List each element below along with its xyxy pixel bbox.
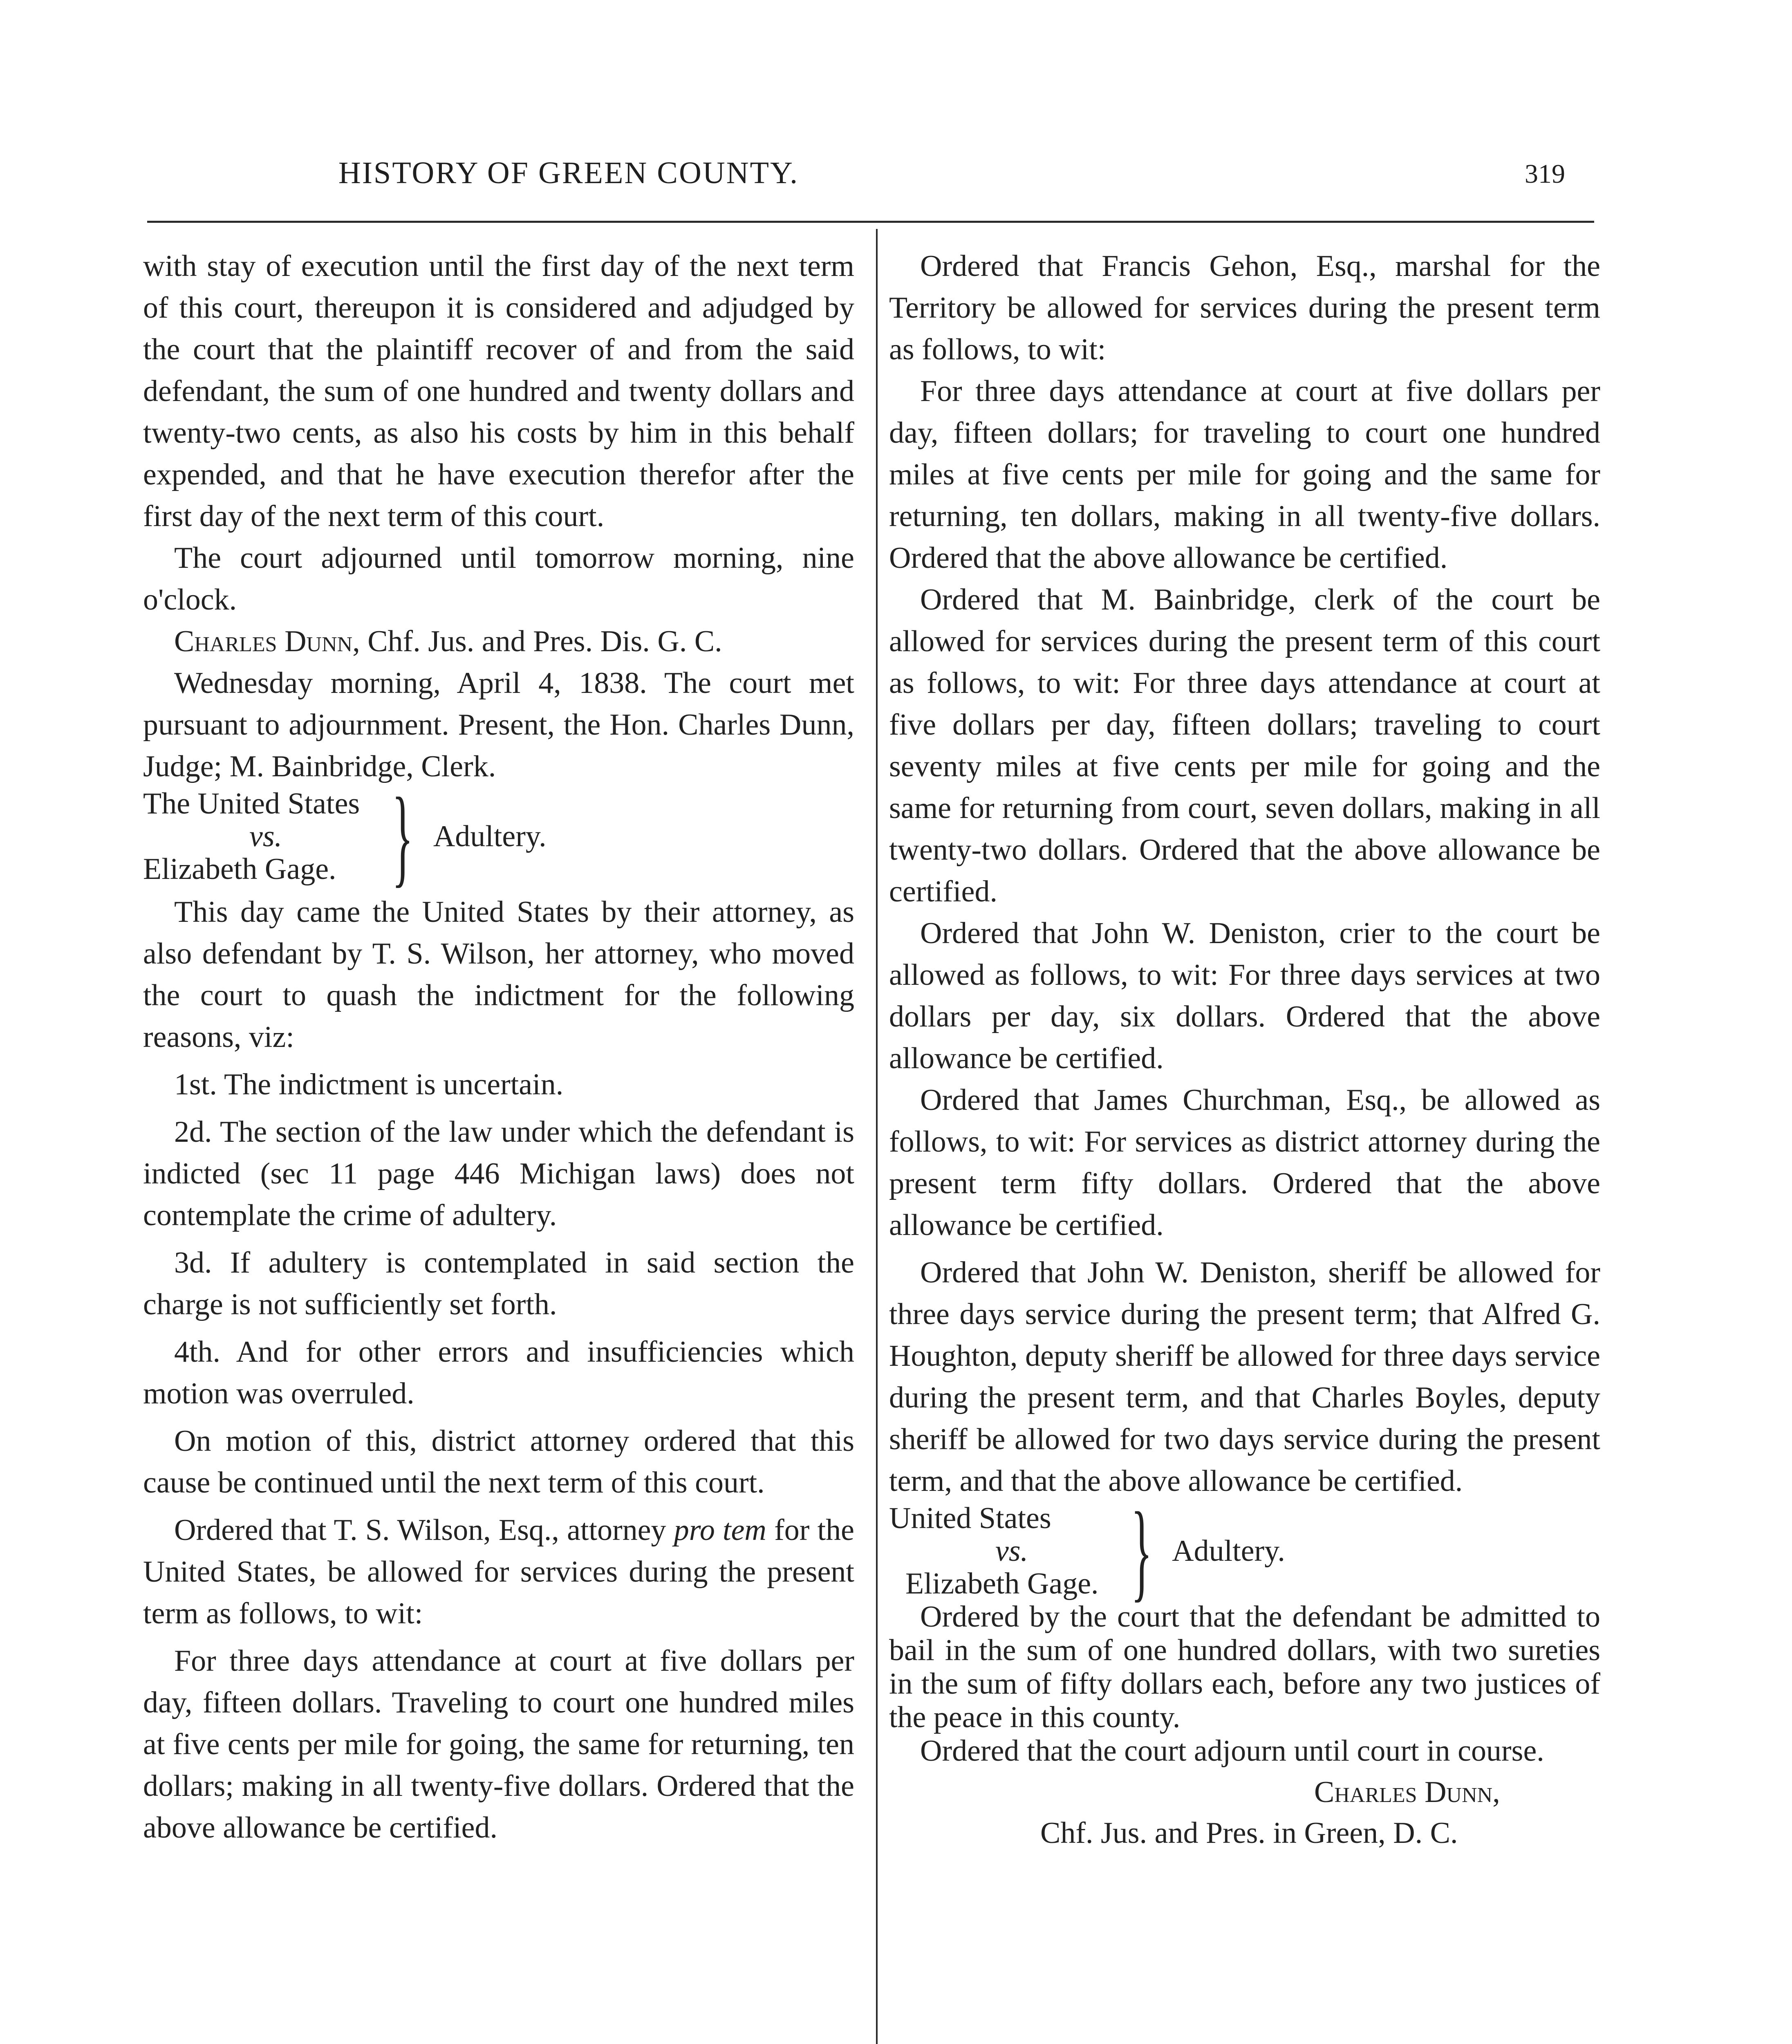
paragraph: Ordered by the court that the defendant be admitted to bail in the sum of one hundred dollars, with two sureties in the sum of fifty dollars each, before any two justices of the peace in this county. (889, 1600, 1600, 1734)
paragraph: Ordered that James Churchman, Esq., be allowed as follows, to wit: For services as district attorney during the present term fifty dollars. Ordered that the above allowance be certified. (889, 1083, 1600, 1242)
signature-title: Chf. Jus. and Pres. in Green, D. C. (1040, 1816, 1458, 1850)
signature-title: , Chf. Jus. and Pres. Dis. G. C. (352, 625, 722, 658)
case-caption (889, 1490, 1600, 1612)
paragraph: Wednesday morning, April 4, 1838. The court met pursuant to adjournment. Present, the Hon. Charles Dunn, Judge; M. Bainbridge, Clerk. (143, 666, 854, 783)
signature-name: Charles Dunn, (1314, 1775, 1500, 1809)
brace-icon: } (392, 775, 413, 897)
paragraph: with stay of execution until the first day of the next term of this court, thereupon it is considered and adjudged by the court that the plaintiff recover of and from the said defendant, the sum of one hundred and twenty dollars and twenty-two cents, as also his costs by him in this behalf expended, and that he have execution therefor after the first day of the next term of this court. (143, 249, 854, 533)
paragraph: 3d. If adultery is contemplated in said section the charge is not sufficiently set forth. (143, 1246, 854, 1321)
paragraph: Ordered that John W. Deniston, sheriff be allowed for three days service during the present term; that Alfred G. Houghton, deputy sheriff be allowed for three days service during the present term, and that Charles Boyles, deputy sheriff be allowed for two days service during the present term, and that the above allowance be certified. (889, 1256, 1600, 1498)
paragraph: 1st. The indictment is uncertain. (174, 1068, 564, 1101)
paragraph: Ordered that Francis Gehon, Esq., marshal for the Territory be allowed for services during the present term as follows, to wit: (889, 249, 1600, 366)
paragraph: The court adjourned until tomorrow morning, nine o'clock. (143, 541, 854, 616)
signature-name: Charles Dunn (174, 625, 353, 658)
case-charge: Adultery. (433, 820, 547, 853)
case-vs: vs. (995, 1534, 1028, 1568)
text-run: Ordered that T. S. Wilson, Esq., attorney (174, 1513, 674, 1547)
header-rule (147, 221, 1594, 223)
paragraph: For three days attendance at court at five dollars per day, fifteen dollars; for traveling to court one hundred miles at five cents per mile for going and the same for returning, ten dollars, making in all twenty-five dollars. Ordered that the above allowance be certified. (889, 374, 1600, 575)
paragraph: Ordered that the court adjourn until court in course. (920, 1734, 1544, 1768)
paragraph: Ordered that John W. Deniston, crier to the court be allowed as follows, to wit: For three days services at two dollars per day, six dollars. Ordered that the above allowance be certified. (889, 917, 1600, 1075)
case-parties (143, 787, 360, 885)
paragraph (143, 1509, 854, 1634)
case-vs: vs. (249, 820, 282, 853)
left-column (143, 245, 854, 1849)
paragraph: 4th. And for other errors and insufficiencies which motion was overruled. (143, 1335, 854, 1410)
right-column (889, 245, 1600, 1853)
case-parties (889, 1502, 1099, 1600)
paragraph: On motion of this, district attorney ordered that this cause be continued until the next term of this court. (143, 1424, 854, 1499)
text-run: for the United States, be allowed for services during the present term as follows, to wit: (143, 1513, 854, 1630)
signature-block (889, 1772, 1600, 1853)
italic-text: pro tem (674, 1513, 766, 1547)
paragraph: Ordered that M. Bainbridge, clerk of the court be allowed for services during the present term of this court as follows, to wit: For three days attendance at court at five dollars per day, fifteen dollars; traveling to court seventy miles at five cents per mile for going and the same for returning from court, seven dollars, making in all twenty-two dollars. Ordered that the above allowance be certified. (889, 583, 1600, 908)
paragraph: 2d. The section of the law under which the defendant is indicted (sec 11 page 446 Michigan laws) does not contemplate the crime of adultery. (143, 1115, 854, 1232)
case-defendant: Elizabeth Gage. (143, 852, 336, 886)
signature-line (143, 621, 854, 662)
case-defendant: Elizabeth Gage. (905, 1567, 1099, 1600)
case-plaintiff: United States (889, 1502, 1051, 1535)
running-head: HISTORY OF GREEN COUNTY. (338, 156, 799, 190)
paragraph: This day came the United States by their attorney, as also defendant by T. S. Wilson, her attorney, who moved the court to quash the indictment for the following reasons, viz: (143, 895, 854, 1054)
brace-icon: } (1131, 1490, 1152, 1612)
case-caption (143, 775, 854, 897)
column-divider (876, 229, 878, 2044)
page-number: 319 (1525, 159, 1565, 189)
case-plaintiff: The United States (143, 787, 360, 820)
case-charge: Adultery. (1172, 1534, 1285, 1568)
paragraph: For three days attendance at court at five dollars per day, fifteen dollars. Traveling to court one hundred miles at five cents per mile for going, the same for returning, ten dollars; making in all twenty-five dollars. Ordered that the above allowance be certified. (143, 1644, 854, 1845)
